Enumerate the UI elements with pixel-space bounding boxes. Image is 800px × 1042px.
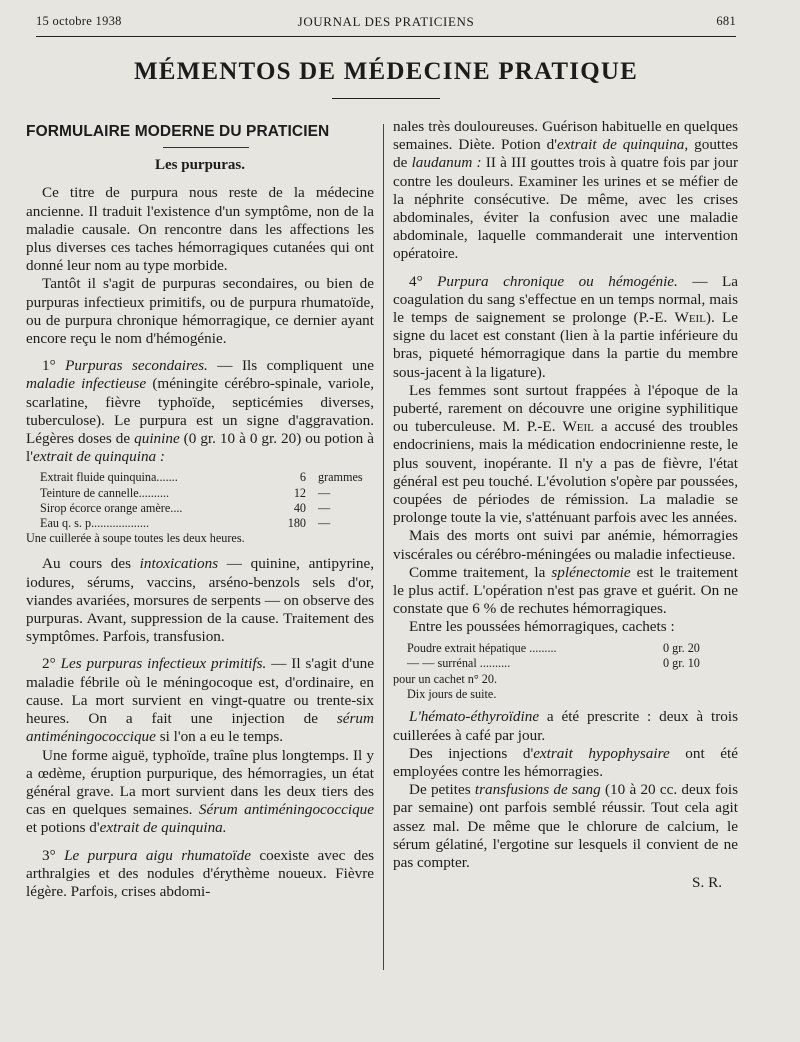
section-rule: [163, 147, 249, 148]
formula-note: pour un cachet n° 20.: [393, 671, 498, 686]
paragraph: L'hémato-éthyroïdine a été prescrite : deux à trois cuillerées à café par jour.: [393, 708, 738, 744]
paragraph: Des injections d'extrait hypophysaire ont été employées contre les hémorragies.: [393, 744, 738, 780]
article-subtitle: Les purpuras.: [154, 157, 246, 174]
journal-name: JOURNAL DES PRATICIENS: [297, 14, 475, 29]
formula-row: Teinture de cannelle.......... 12 —: [40, 485, 331, 500]
page-number: 681: [716, 14, 736, 28]
paragraph: Une forme aiguë, typhoïde, traîne plus longtemps. Il y a œdème, éruption purpurique, des hémorragies, un état général grave. La mort survient dans les deux tiers des cas en quelques semaines. Sérum antiméningococcique et potions d'extrait de quinquina.: [26, 746, 374, 837]
paragraph: Au cours des intoxications — quinine, antipyrine, iodures, sérums, vaccins, arséno-benzols sels d'or, viandes avariées, morsures de serpents — on observe des purpuras. Avant, suppression de la cause. Traitement des symptômes. Parfois, transfusion.: [26, 555, 374, 646]
paragraph: Les femmes sont surtout frappées à l'époque de la puberté, rarement on découvre une origine syphilitique ou tuberculeuse. M. P.-E. Weil a accusé des troubles endocriniens, mais la médication endocrinienne reste, le plus souvent, inopérante. Il n'y a pas de fièvre, l'état général est peu touché. L'évolution s'opère par poussées, coupées de périodes de rémission. La maladie se prolonge toute la vie, s'atténuant parfois avec les années.: [393, 381, 738, 527]
author-signature: S. R.: [692, 874, 722, 892]
formula-note: Dix jours de suite.: [407, 686, 497, 701]
formula-row: Poudre extrait hépatique ......... 0 gr. 20: [407, 640, 700, 655]
paragraph: Entre les poussées hémorragiques, cachets :: [409, 618, 675, 636]
paragraph: 4° Purpura chronique ou hémogénie. — La coagulation du sang s'effectue en un temps normal, mais le temps de saignement se prolonge (P.-E. Weil). Le signe du lacet est constant (lien à la partie inférieure du bras, piqueté hémorragique dans la partie du membre sous-jacent à la ligature).: [393, 272, 738, 381]
title-rule: [332, 98, 440, 99]
formula-row: — — surrénal .......... 0 gr. 10: [407, 656, 700, 671]
paragraph: 3° Le purpura aigu rhumatoïde coexiste avec des arthralgies et des nodules d'érythème noueux. Fièvre légère. Parfois, crises abdomi-: [26, 846, 374, 900]
formula-row: Eau q. s. p................... 180 —: [40, 516, 331, 531]
column-divider: [383, 124, 384, 970]
section-title: FORMULAIRE MODERNE DU PRATICIEN: [26, 123, 330, 140]
running-head: [36, 14, 736, 34]
formula-row: Sirop écorce orange amère.... 40 —: [40, 500, 331, 515]
paragraph: 2° Les purpuras infectieux primitifs. — Il s'agit d'une maladie fébrile où le méningocoque est, d'ordinaire, en cause. La mort survient en vingt-quatre ou trente-six heures. On a fait une injection de sérum antiméningococcique si l'on a eu le temps.: [26, 655, 375, 746]
formula-row: Extrait fluide quinquina....... 6 grammes: [40, 470, 363, 485]
paragraph: Tantôt il s'agit de purpuras secondaires, ou bien de purpuras infectieux primitifs, ou de purpura rhumatoïde, ou de purpura chronique hémorragique, ce dernier ayant encore reçu le nom d'hémogénie.: [26, 275, 374, 348]
main-title: MÉMENTOS DE MÉDECINE PRATIQUE: [133, 58, 639, 85]
paragraph: 1° Purpuras secondaires. — Ils compliquent une maladie infectieuse (méningite cérébro-spinale, variole, scarlatine, fièvre typhoïde, septicémies diverses, tuberculose). Le purpura est un signe d'aggravation. Légères doses de quinine (0 gr. 10 à 0 gr. 20) ou potion à l'extrait de quinquina :: [26, 357, 375, 466]
left-column: [26, 123, 374, 901]
paragraph: nales très douloureuses. Guérison habituelle en quelques semaines. Diète. Potion d'extrait de quinquina, gouttes de laudanum : II à III gouttes trois à quatre fois par jour contre les douleurs. Examiner les urines et se méfier de la néphrite consécutive. De même, avec les crises abdominales, éviter la confusion avec une maladie abdominale, laquelle commanderait une intervention opératoire.: [393, 118, 739, 263]
header-rule: [36, 36, 736, 37]
paragraph: Comme traitement, la splénectomie est le traitement le plus actif. L'opération n'est pas grave et guérit. On ne constate que 6 % de rechutes hémorragiques.: [393, 563, 738, 618]
paragraph: De petites transfusions de sang (10 à 20 cc. deux fois par semaine) ont parfois semblé réussir. Tout cela agit assez mal. De même que le chlorure de calcium, le sérum gélatiné, l'ergotine sur lesquels il convient de ne pas compter.: [393, 781, 738, 871]
paragraph: Ce titre de purpura nous reste de la médecine ancienne. Il traduit l'existence d'un symptôme, non de la maladie causale. On rencontre dans les affections les plus diverses ces taches hémorragiques cutanées qui ont donné leur nom au type morbide.: [26, 184, 374, 275]
right-column: [393, 118, 738, 892]
formula-note: Une cuillerée à soupe toutes les deux heures.: [26, 531, 245, 546]
issue-date: 15 octobre 1938: [36, 14, 122, 28]
prescription-formula: [26, 470, 374, 546]
cachet-formula: [393, 641, 738, 703]
paragraph: Mais des morts ont suivi par anémie, hémorragies viscérales ou cérébro-méningées ou maladie infectieuse.: [393, 527, 738, 563]
